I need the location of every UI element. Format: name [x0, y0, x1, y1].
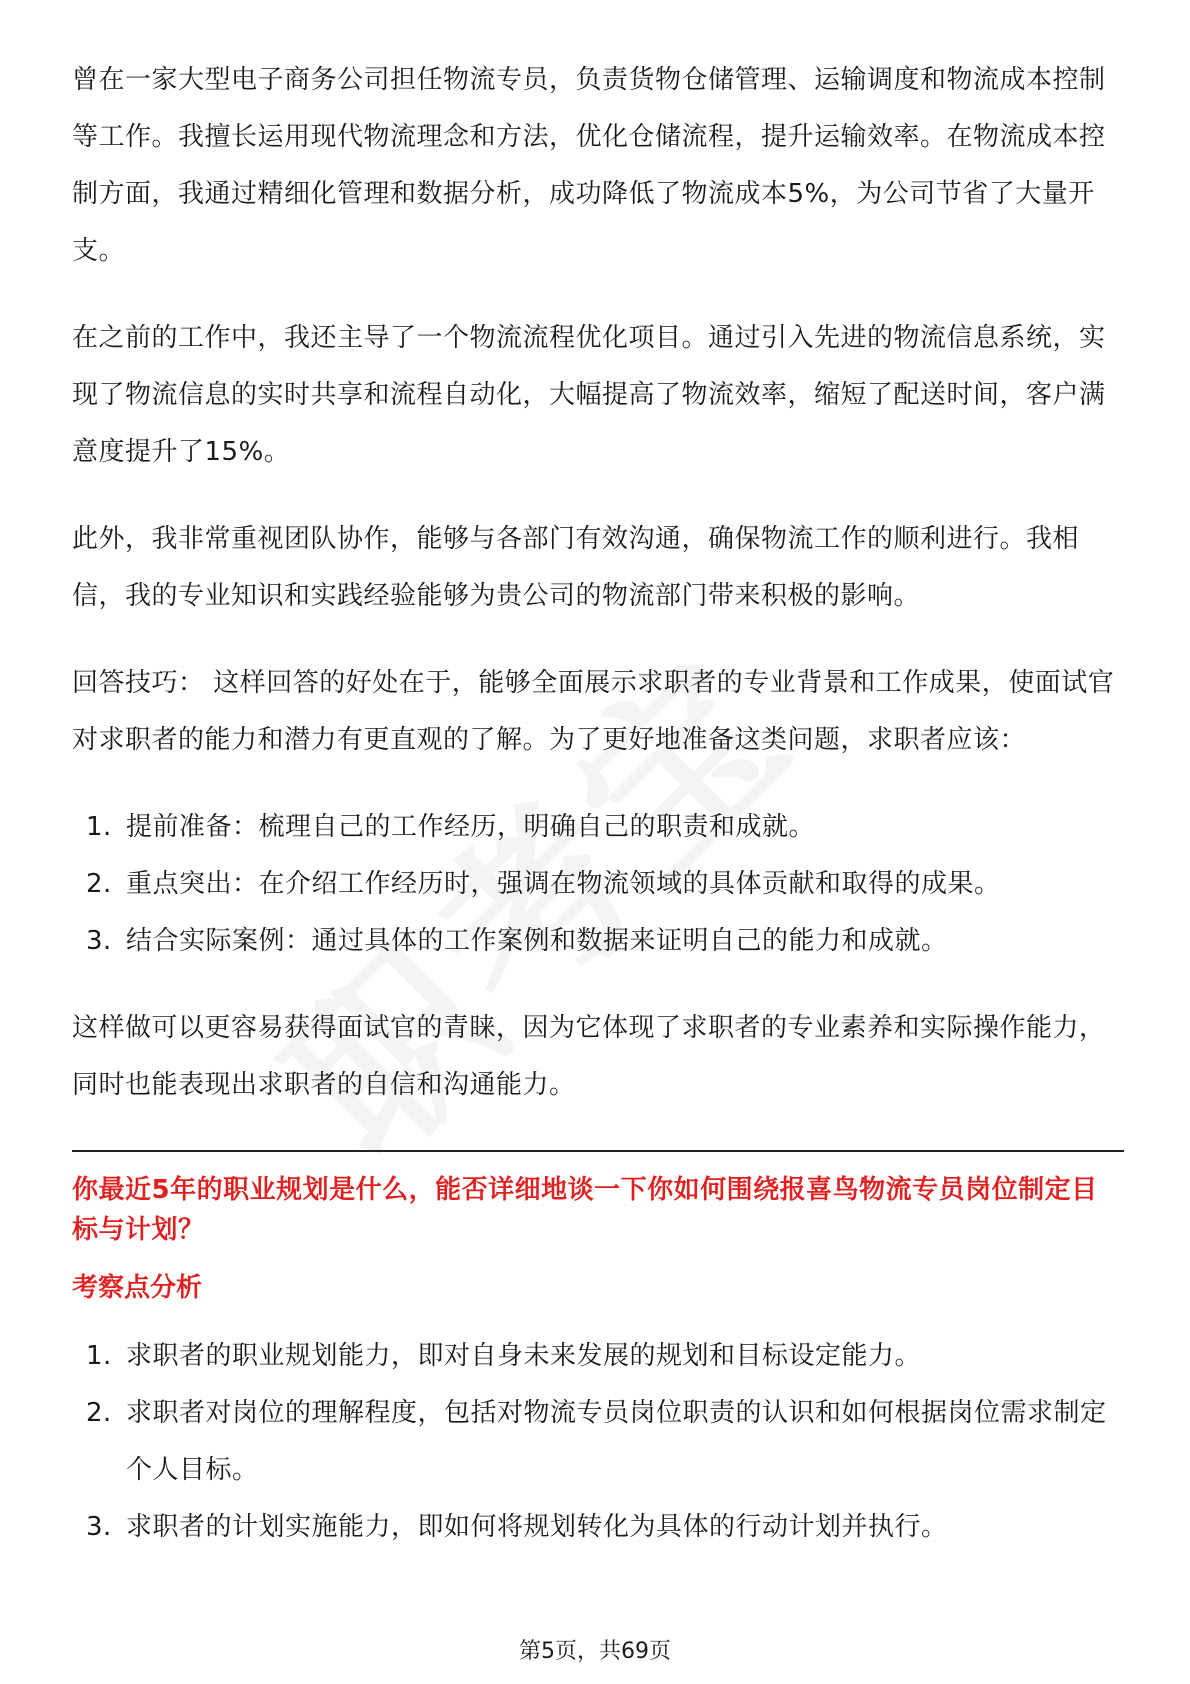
- answer-tips-intro: 回答技巧： 这样回答的好处在于，能够全面展示求职者的专业背景和工作成果，使面试官对求职者的能力和潜力有更直观的了解。为了更好地准备这类问题，求职者应该：: [72, 668, 1115, 755]
- interview-question: 你最近5年的职业规划是什么，能否详细地谈一下你如何围绕报喜鸟物流专员岗位制定目标与计划？: [72, 1175, 1098, 1245]
- document-body: [72, 52, 1124, 1586]
- list-item: 3. 求职者的计划实施能力，即如何将规划转化为具体的行动计划并执行。: [86, 1512, 948, 1542]
- answer-paragraph-2: 在之前的工作中，我还主导了一个物流流程优化项目。通过引入先进的物流信息系统，实现了物流信息的实时共享和流程自动化，大幅提高了物流效率，缩短了配送时间，客户满意度提升了15%。: [72, 323, 1106, 467]
- answer-paragraph-3: 此外，我非常重视团队协作，能够与各部门有效沟通，确保物流工作的顺利进行。我相信，我的专业知识和实践经验能够为贵公司的物流部门带来积极的影响。: [72, 524, 1080, 611]
- page-footer: 第5页，共69页: [519, 1639, 671, 1664]
- analysis-heading: 考察点分析: [72, 1273, 203, 1303]
- list-item: 2. 求职者对岗位的理解程度，包括对物流专员岗位职责的认识和如何根据岗位需求制定个人目标。: [86, 1398, 1107, 1485]
- tips-list: [72, 799, 1124, 970]
- list-item: 3. 结合实际案例：通过具体的工作案例和数据来证明自己的能力和成就。: [86, 926, 948, 956]
- list-item: 1. 求职者的职业规划能力，即对自身未来发展的规划和目标设定能力。: [86, 1341, 922, 1371]
- section-divider: [72, 1150, 1124, 1152]
- analysis-list: [72, 1328, 1124, 1556]
- answer-paragraph-1: 曾在一家大型电子商务公司担任物流专员，负责货物仓储管理、运输调度和物流成本控制等工作。我擅长运用现代物流理念和方法，优化仓储流程，提升运输效率。在物流成本控制方面，我通过精细化管理和数据分析，成功降低了物流成本5%，为公司节省了大量开支。: [72, 65, 1106, 266]
- list-item: 1. 提前准备：梳理自己的工作经历，明确自己的职责和成就。: [86, 812, 816, 842]
- list-item: 2. 重点突出：在介绍工作经历时，强调在物流领域的具体贡献和取得的成果。: [86, 869, 1001, 899]
- closing-paragraph: 这样做可以更容易获得面试官的青睐，因为它体现了求职者的专业素养和实际操作能力，同时也能表现出求职者的自信和沟通能力。: [72, 1013, 1106, 1100]
